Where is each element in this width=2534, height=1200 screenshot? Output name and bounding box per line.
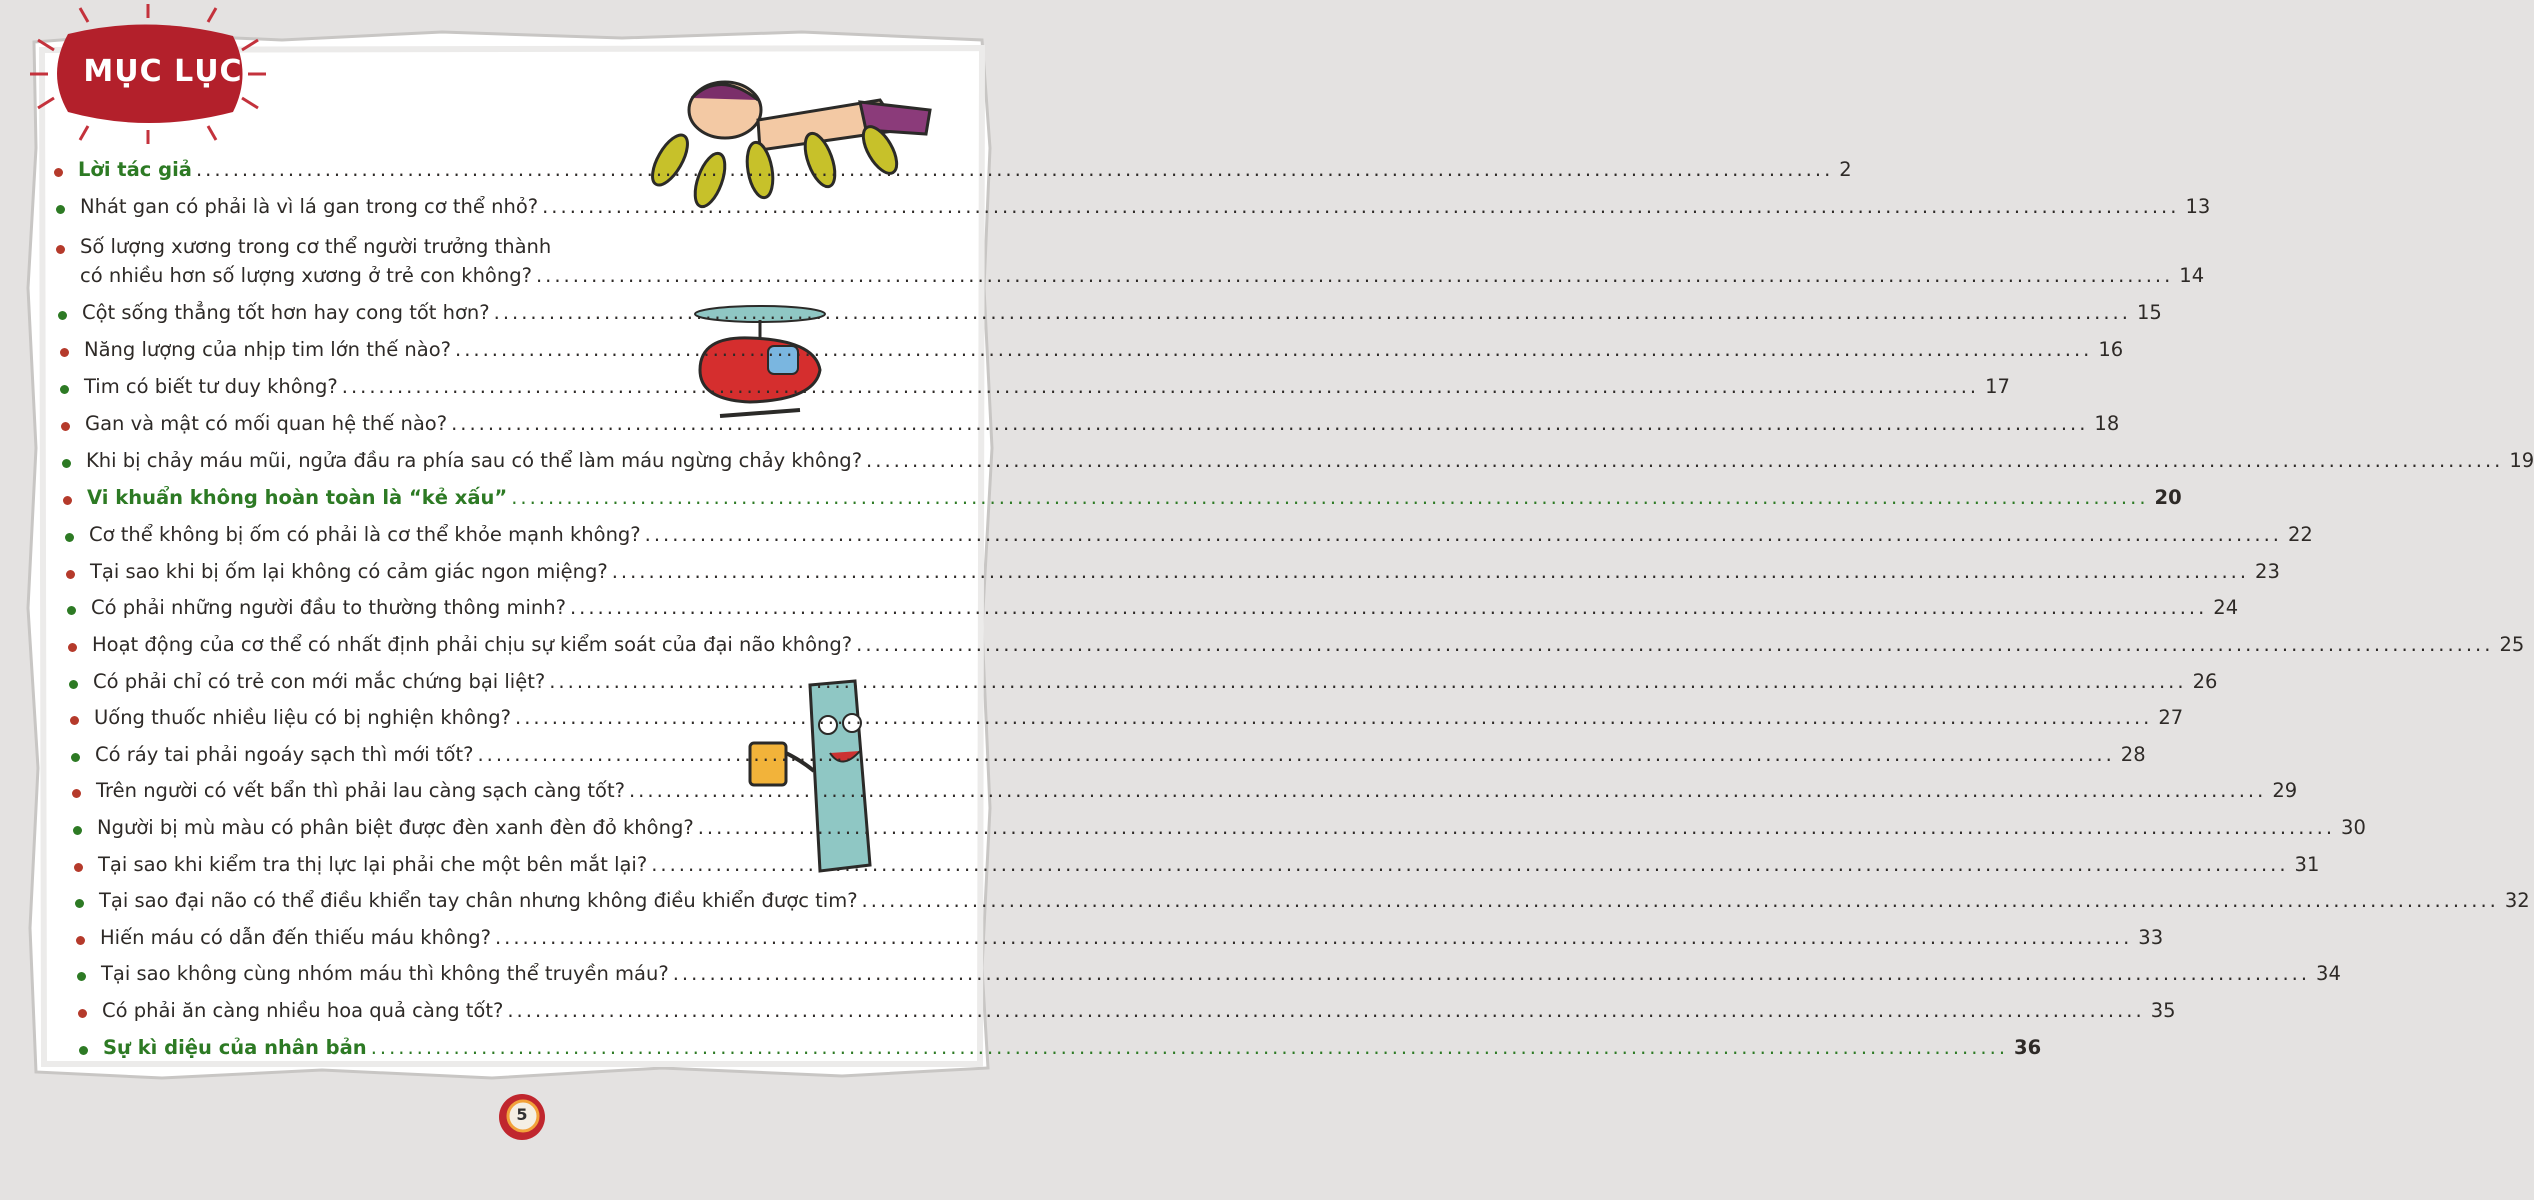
toc-entry-page: 2	[1839, 158, 1852, 181]
dot-leader: ..................................................................................................................................................................................	[672, 962, 2311, 985]
toc-entry[interactable]	[89, 523, 2313, 547]
bullet-icon	[54, 168, 63, 177]
toc-entry-page: 18	[2094, 412, 2120, 435]
bullet-icon	[74, 863, 83, 872]
bullet-icon	[73, 826, 82, 835]
toc-entry[interactable]	[96, 779, 2298, 803]
toc-entry-title: Năng lượng của nhịp tim lớn thế nào?	[84, 338, 452, 361]
bullet-icon	[79, 1046, 88, 1055]
toc-entry-page: 22	[2288, 523, 2313, 546]
toc-entry-continued[interactable]	[80, 264, 2205, 288]
dot-leader: ..................................................................................................................................................................................	[549, 670, 2187, 693]
toc-entry[interactable]	[84, 338, 2124, 362]
dot-leader: ..................................................................................................................................................................................	[628, 779, 2267, 802]
toc-entry[interactable]	[92, 633, 2525, 657]
toc-entry-page: 15	[2136, 301, 2162, 324]
toc-entry-page: 28	[2120, 743, 2146, 766]
dot-leader: ..................................................................................................................................................................................	[535, 264, 2174, 287]
toc-entry-page: 33	[2138, 926, 2164, 949]
toc-entry[interactable]	[87, 486, 2182, 510]
toc-entry[interactable]	[80, 235, 970, 259]
toc-entry-title: Hiến máu có dẫn đến thiếu máu không?	[100, 926, 491, 949]
toc-entry-page: 25	[2499, 633, 2525, 656]
dot-leader: ..................................................................................................................................................................................	[455, 338, 2093, 361]
bullet-icon	[69, 680, 78, 689]
toc-entry[interactable]	[85, 412, 2120, 436]
bullet-icon	[78, 1009, 87, 1018]
toc-entry-title: Hoạt động của cơ thể có nhất định phải chịu sự kiểm soát của đại não không?	[92, 633, 853, 656]
bullet-icon	[63, 496, 72, 505]
page-number-badge	[497, 1092, 547, 1142]
toc-entry-page: 35	[2150, 999, 2176, 1022]
toc-entry-page: 24	[2213, 596, 2239, 619]
toc-entry-title: Có phải chỉ có trẻ con mới mắc chứng bại liệt?	[93, 670, 546, 693]
dot-leader: ..................................................................................................................................................................................	[611, 560, 2250, 583]
toc-entry-title: Người bị mù màu có phân biệt được đèn xanh đèn đỏ không?	[97, 816, 694, 839]
page-number: 5	[516, 1105, 528, 1124]
bullet-icon	[72, 789, 81, 798]
toc-entry-title: Tại sao đại não có thể điều khiển tay chân nhưng không điều khiển được tim?	[99, 889, 858, 912]
bullet-icon	[58, 311, 67, 320]
dot-leader: ..................................................................................................................................................................................	[569, 596, 2208, 619]
toc-entry-title: Nhát gan có phải là vì lá gan trong cơ thể nhỏ?	[80, 195, 539, 218]
dot-leader: ..................................................................................................................................................................................	[697, 816, 2336, 839]
toc-entry[interactable]	[100, 926, 2164, 950]
bullet-icon	[65, 533, 74, 542]
toc-entry-title: Có phải ăn càng nhiều hoa quả càng tốt?	[102, 999, 504, 1022]
toc-entry-page: 36	[2014, 1036, 2042, 1059]
bullet-icon	[60, 348, 69, 357]
toc-entry-page: 20	[2154, 486, 2182, 509]
toc-entry-title: có nhiều hơn số lượng xương ở trẻ con không?	[80, 264, 532, 287]
toc-entry-title: Vi khuẩn không hoàn toàn là “kẻ xấu”	[87, 486, 508, 509]
toc-entry[interactable]	[84, 375, 2010, 399]
toc-entry-page: 34	[2316, 962, 2341, 985]
toc-entry-title: Trên người có vết bẩn thì phải lau càng sạch càng tốt?	[96, 779, 625, 802]
dot-leader: ..................................................................................................................................................................................	[370, 1036, 2009, 1059]
dot-leader: ..................................................................................................................................................................................	[493, 301, 2131, 324]
dot-leader: ..................................................................................................................................................................................	[866, 449, 2504, 472]
toc-entry[interactable]	[98, 853, 2320, 877]
dot-leader: ..................................................................................................................................................................................	[861, 889, 2499, 912]
toc-entry-page: 16	[2098, 338, 2124, 361]
toc-entry-page: 14	[2179, 264, 2205, 287]
toc-entry-title: Lời tác giả	[78, 158, 192, 181]
toc-entry[interactable]	[80, 195, 2211, 219]
toc-entry-title: Có phải những người đầu to thường thông minh?	[91, 596, 566, 619]
toc-entry[interactable]	[90, 560, 2280, 584]
bullet-icon	[62, 459, 71, 468]
dot-leader: ..................................................................................................................................................................................	[451, 412, 2089, 435]
bullet-icon	[67, 606, 76, 615]
dot-leader: ..................................................................................................................................................................................	[511, 486, 2149, 509]
bullet-icon	[68, 643, 77, 652]
toc-entry[interactable]	[103, 1036, 2042, 1060]
toc-entry-title: Cột sống thẳng tốt hơn hay cong tốt hơn?	[82, 301, 490, 324]
toc-entry-page: 31	[2294, 853, 2320, 876]
toc-entry-page: 30	[2341, 816, 2366, 839]
toc-entry-title: Tại sao khi kiểm tra thị lực lại phải che một bên mắt lại?	[98, 853, 648, 876]
toc-entry-title: Uống thuốc nhiều liệu có bị nghiện không?	[94, 706, 512, 729]
toc-entry-page: 32	[2504, 889, 2530, 912]
dot-leader: ..................................................................................................................................................................................	[515, 706, 2153, 729]
toc-entry-page: 29	[2272, 779, 2298, 802]
bullet-icon	[70, 716, 79, 725]
toc-entry[interactable]	[86, 449, 2534, 473]
toc-entry-title: Có ráy tai phải ngoáy sạch thì mới tốt?	[95, 743, 474, 766]
toc-entry-page: 19	[2509, 449, 2534, 472]
toc-entry-title: Tại sao khi bị ốm lại không có cảm giác ngon miệng?	[90, 560, 608, 583]
toc-entry-title: Tim có biết tư duy không?	[84, 375, 338, 398]
toc-entry[interactable]	[101, 962, 2341, 986]
bullet-icon	[56, 245, 65, 254]
toc-entry-page: 26	[2192, 670, 2218, 693]
bullet-icon	[75, 899, 84, 908]
toc-entry[interactable]	[78, 158, 1852, 182]
bullet-icon	[77, 972, 86, 981]
bullet-icon	[56, 205, 65, 214]
toc-entry[interactable]	[82, 301, 2162, 325]
bullet-icon	[66, 570, 75, 579]
toc-entry-page: 23	[2255, 560, 2280, 583]
dot-leader: ..................................................................................................................................................................................	[341, 375, 1980, 398]
toc-entry-title: Khi bị chảy máu mũi, ngửa đầu ra phía sau có thể làm máu ngừng chảy không?	[86, 449, 863, 472]
dot-leader: ..................................................................................................................................................................................	[507, 999, 2145, 1022]
bullet-icon	[60, 385, 69, 394]
toc-entry-title: Sự kì diệu của nhân bản	[103, 1036, 367, 1059]
bullet-icon	[71, 753, 80, 762]
toc-entry-title: Cơ thể không bị ốm có phải là cơ thể khỏe mạnh không?	[89, 523, 641, 546]
toc-entry[interactable]	[95, 743, 2146, 767]
toc-entry-title: Tại sao không cùng nhóm máu thì không thể truyền máu?	[101, 962, 669, 985]
toc-entry-page: 13	[2185, 195, 2211, 218]
toc-entry-title: Gan và mật có mối quan hệ thế nào?	[85, 412, 448, 435]
toc-entry[interactable]	[97, 816, 2366, 840]
dot-leader: ..................................................................................................................................................................................	[195, 158, 1834, 181]
toc-entry[interactable]	[94, 706, 2184, 730]
page-title: MỤC LỤC	[83, 54, 243, 89]
dot-leader: ..................................................................................................................................................................................	[651, 853, 2289, 876]
toc-entry-page: 17	[1985, 375, 2010, 398]
bullet-icon	[76, 936, 85, 945]
toc-entry[interactable]	[91, 596, 2239, 620]
toc-entry-page: 27	[2158, 706, 2184, 729]
toc-entry[interactable]	[93, 670, 2218, 694]
toc-entry[interactable]	[102, 999, 2176, 1023]
toc-entry-title: Số lượng xương trong cơ thể người trưởng thành	[80, 235, 552, 258]
dot-leader: ..................................................................................................................................................................................	[542, 195, 2180, 218]
dot-leader: ..................................................................................................................................................................................	[644, 523, 2282, 546]
toc-entry[interactable]	[99, 889, 2530, 913]
bullet-icon	[61, 422, 70, 431]
dot-leader: ..................................................................................................................................................................................	[494, 926, 2133, 949]
dot-leader: ..................................................................................................................................................................................	[856, 633, 2494, 656]
dot-leader: ..................................................................................................................................................................................	[477, 743, 2115, 766]
